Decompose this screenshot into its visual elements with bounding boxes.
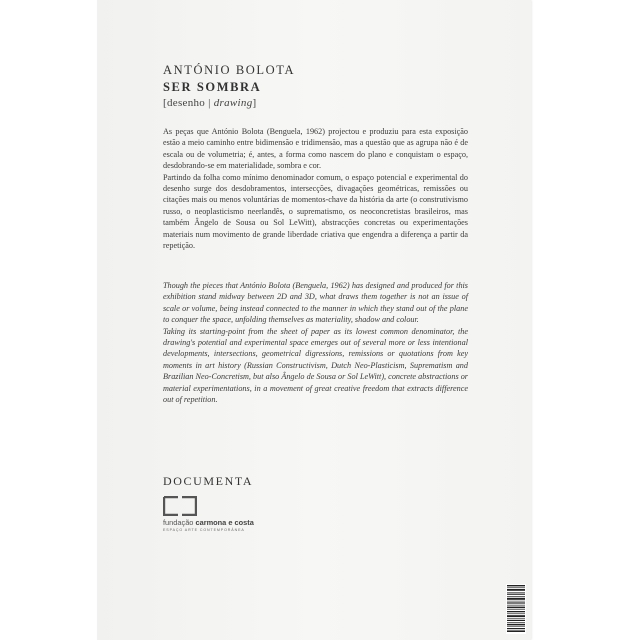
publisher-tagline: ESPAÇO ARTE CONTEMPORÂNEA <box>163 528 245 532</box>
en-paragraph-2: Taking its starting-point from the sheet of paper as its lowest common denominator, the drawing's potential and experimental space emerges out of several more or less intentional developments, intersections, geometrical digressions, remissions or quotations from key moments in art history (Russian Constructivism, Dutch Neo-Plasticism, Suprematism and Brazilian Neo-Concretism, but also Ângelo de Sousa or Sol LeWitt), concrete abstractions or material experimentations, in a movement of great creative freedom that extracts difference out of repetition. <box>163 326 468 405</box>
portuguese-text <box>163 126 468 251</box>
fcc-logo-icon <box>163 496 197 516</box>
subtitle-end: ] <box>252 97 257 109</box>
subtitle <box>163 97 256 109</box>
english-text <box>163 280 468 405</box>
book-title: SER SOMBRA <box>163 80 262 94</box>
publisher-name <box>163 518 254 527</box>
pt-paragraph-1: As peças que António Bolota (Benguela, 1962) projectou e produziu para esta exposição estão a meio caminho entre bidimensão e tridimensão, mas a questão que as agrupa não é de escala ou de volumetria; é, antes, a forma como nascem do plano e conquistam o espaço, desdobrando-se em materialidade, sombra e cor. <box>163 127 468 171</box>
series-name: DOCUMENTA <box>163 474 254 488</box>
subtitle-pt: [desenho | <box>163 97 214 109</box>
pt-paragraph-2: Partindo da folha como mínimo denominador comum, o espaço potencial e experimental do desenho surge dos desdobramentos, intersecções, divagações geométricas, remissões ou citações mais ou menos voluntárias de momentos-chave da história da arte (o construtivismo russo, o neoplasticismo neerlandês, o suprematismo, os neoconcretistas brasileiros, mas também Ângelo de Sousa ou Sol LeWitt), abstracções concretas ou experimentações materiais num movimento de grande liberdade criativa que engendra a diferença a partir da repetição. <box>163 172 468 251</box>
subtitle-en: drawing <box>213 97 253 109</box>
author-name: ANTÓNIO BOLOTA <box>163 63 296 77</box>
barcode-icon <box>506 584 526 634</box>
publisher-logo <box>163 496 273 536</box>
book-back-cover <box>97 0 531 640</box>
en-paragraph-1: Though the pieces that António Bolota (Benguela, 1962) has designed and produced for this exhibition stand midway between 2D and 3D, what draws them together is not an issue of scale or volume, being instead connected to the manner in which they stand out of the plane to conquer the space, unfolding themselves as materiality, shadow and colour. <box>163 281 468 325</box>
publisher-name-bold: carmona e costa <box>195 518 254 527</box>
publisher-prefix: fundação <box>163 518 196 527</box>
